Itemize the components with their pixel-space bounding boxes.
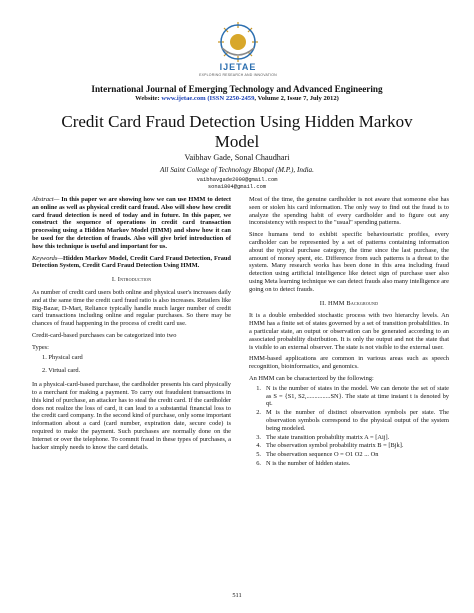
paragraph: HMM-based applications are common in various areas such as speech recognition, bioinformatics, and genomics. bbox=[249, 355, 449, 371]
paragraph: In a physical-card-based purchase, the cardholder presents his card physically to a merchant for making a payment. To carry out fraudulent transactions in this kind of purchase, an attacker has to steal the credit card. If the cardholder does not realize the loss of card, it can lead to a substantial financial loss to the credit card company. In the second kind of purchase, only some important information about a card (card number, expiration date, secure code) is required to make the payment. Such purchases are normally done on the Internet or over the telephone. To commit fraud in these types of purchases, a hacker simply needs to know the card details. bbox=[32, 381, 231, 451]
website-label: Website: bbox=[135, 95, 160, 102]
list-item: 2. Virtual card. bbox=[42, 367, 81, 375]
paragraph: It is a double embedded stochastic process with two hierarchy levels. An HMM has a finite set of states governed by a set of transition probabilities. In a particular state, an output or observation can be generated according to an associated probability distribution. It is only the output and not the state that is visible to an external observer. The state is not visible to the external user. bbox=[249, 312, 449, 351]
journal-name: International Journal of Emerging Technology and Advanced Engineering bbox=[91, 84, 383, 94]
volume-info: , Volume 2, Issue 7, July 2012) bbox=[254, 95, 339, 102]
logo-wordmark: IJETAE bbox=[219, 62, 257, 72]
paper-authors: Vaibhav Gade, Sonal Chaudhari bbox=[184, 153, 290, 162]
abstract-label: Abstract— bbox=[32, 196, 60, 203]
hmm-characteristics-list bbox=[249, 385, 449, 468]
paragraph: Most of the time, the genuine cardholder is not aware that someone else has seen or stolen his card information. The only way to find out the fraud is to analyze the spending habit of every cardholder and to figure out any inconsistency with respect to the "usual" spending patterns. bbox=[249, 196, 449, 227]
list-item: 1. Physical card bbox=[42, 353, 83, 361]
keywords-text: Hidden Markov Model, Credit Card Fraud Detection, Fraud Detection System, Credit Card Fraud Detection Using HMM. bbox=[32, 254, 231, 270]
paragraph: An HMM can be characterized by the following: bbox=[249, 374, 374, 382]
list-item: 6. N is the number of hidden states. bbox=[256, 459, 351, 467]
list-item: 2. M is the number of distinct observation symbols per state. The observation symbols correspond to the physical output of the system being modeled. bbox=[256, 409, 449, 432]
left-column bbox=[32, 196, 231, 455]
paper-affiliation: All Saint College of Technology Bhopal (M.P.), India. bbox=[160, 166, 314, 174]
logo-tagline: EXPLORING RESEARCH AND INNOVATION bbox=[199, 73, 277, 77]
list-item: 5. The observation sequence O = O1 O2 ... On bbox=[256, 451, 379, 459]
paragraph: As number of credit card users both online and physical user's increases daily and at the same time the credit card fraud ratio is also increases. Retailers like Big-Bazar, D-Mart, Reliance typically handle much larger number of credit card transactions including online and regular purchases. So there may be chances of fraud happening in the process of credit card use. bbox=[32, 288, 231, 328]
issn-link[interactable]: (ISSN 2250-2459 bbox=[207, 95, 255, 102]
list-item: 4. The observation symbol probability matrix B = [Bjk]. bbox=[256, 442, 404, 450]
list-item: 3. The state transition probability matrix A = [Aij]. bbox=[256, 433, 390, 441]
list-item: 1. N is the number of states in the model. We can denote the set of state as S = {S1, S2,...............SN}. The state at time instant t is denoted by qt. bbox=[256, 384, 449, 408]
paragraph: Since humans tend to exhibit specific behaviouristic profiles, every cardholder can be represented by a set of patterns containing information about the typical purchase category, the time since the last purchase, the amount of money spent, etc. Difference from such patterns is a threat to the system. Many research works has been done in this area including fraud detection using artificial intelligence like detect sign of purchase user also using Meta learning technique we can detect frauds also many intelligence are going on to detect frauds. bbox=[249, 231, 449, 293]
author-email[interactable]: sona1804@gmail.com bbox=[207, 184, 267, 190]
types-label: Types: bbox=[32, 343, 49, 351]
right-column bbox=[249, 196, 449, 469]
author-email[interactable]: vaibhavgade2000@gmail.com bbox=[196, 177, 278, 183]
paragraph: Credit-card-based purchases can be categorized into two bbox=[32, 331, 177, 339]
website-link[interactable]: www.ijetae.com bbox=[161, 95, 206, 102]
page-number: 511 bbox=[232, 592, 242, 599]
abstract bbox=[32, 196, 231, 251]
paper-title: Credit Card Fraud Detection Using Hidden Markov Model bbox=[61, 112, 413, 151]
keywords-label: Keywords— bbox=[32, 254, 64, 262]
abstract-text: In this paper we are showing how we can use HMM to detect an online as well as physical credit card fraud. Also will show how credit card fraud detection is need of today and in future. In this paper, we construct the sequence of operations in credit card transaction processing using a Hidden Markov Model (HMM) and show how it can be used for the detection of frauds. Also will give brief introduction of how this technique is useful and important for us. bbox=[32, 196, 231, 250]
keywords bbox=[32, 255, 231, 271]
section-heading: II. HMM Background bbox=[319, 299, 379, 307]
journal-info bbox=[0, 95, 474, 102]
section-heading: I. Introduction bbox=[111, 276, 152, 284]
